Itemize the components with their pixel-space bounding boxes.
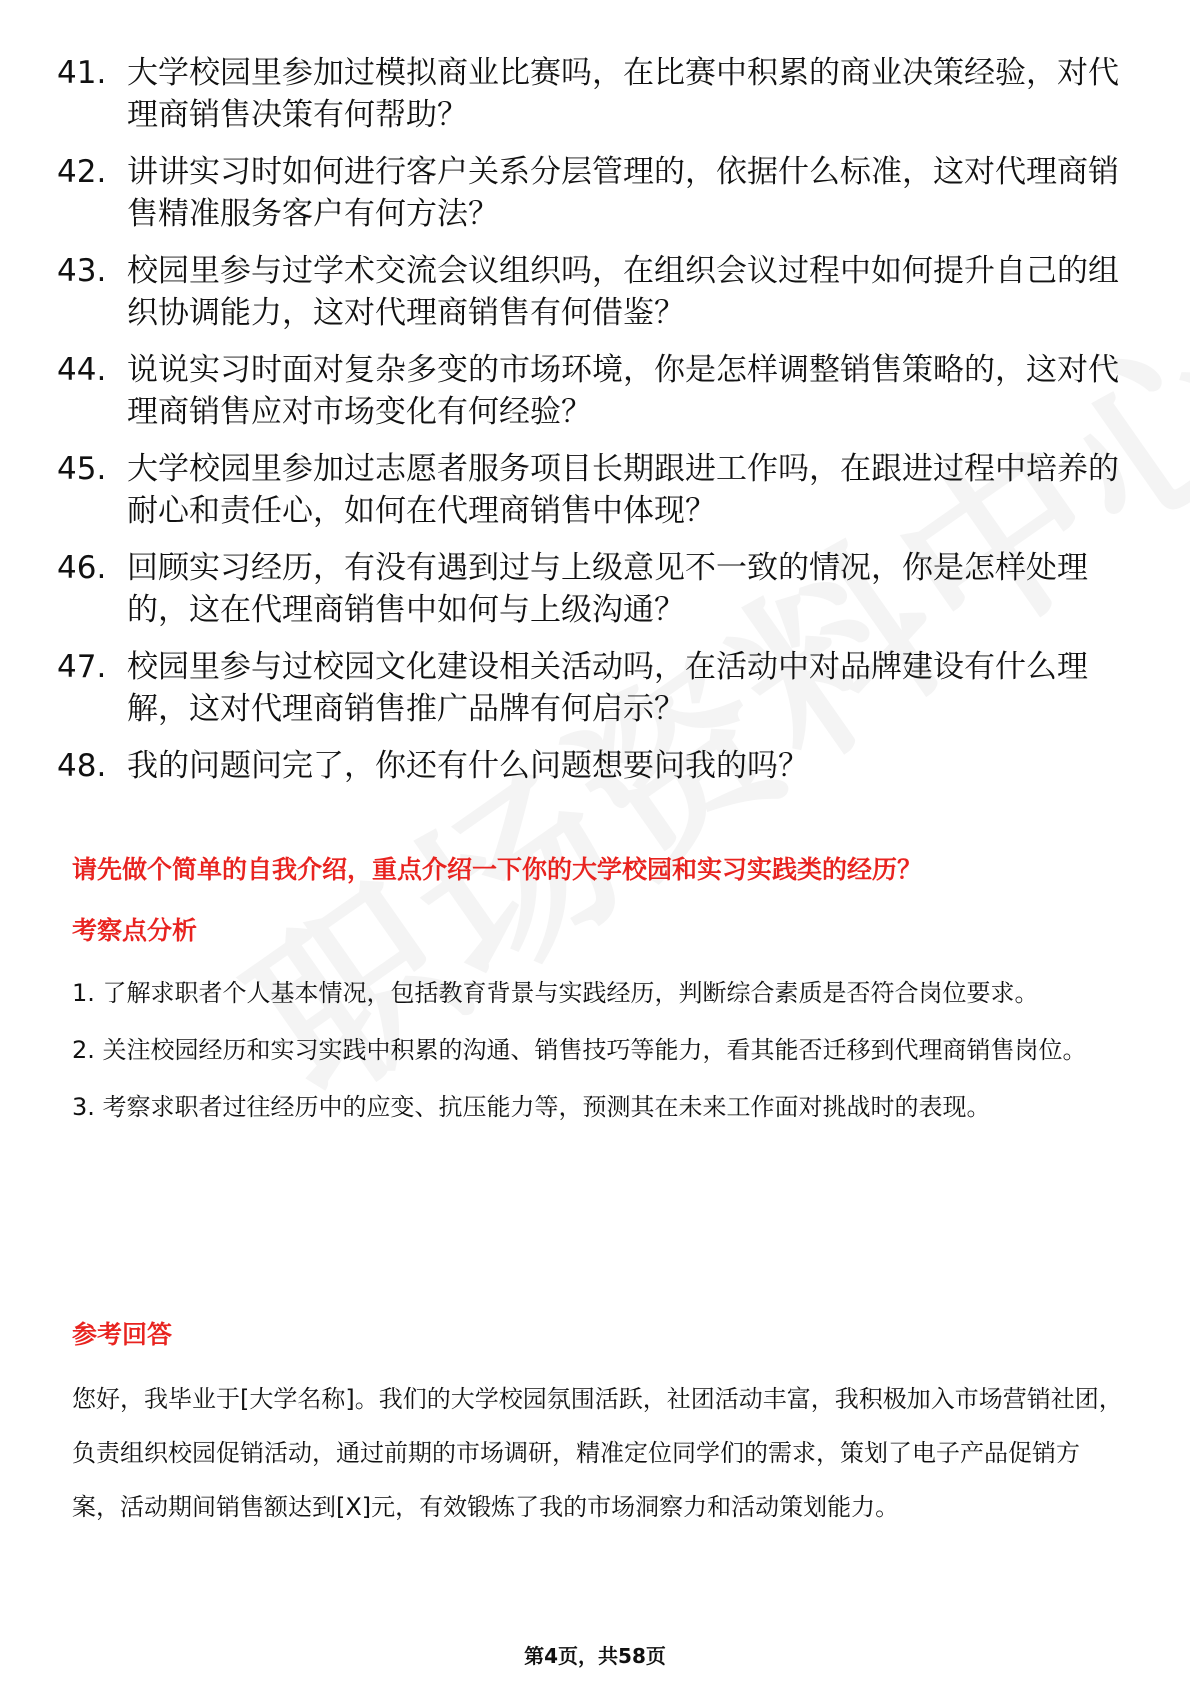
question-text: 大学校园里参加过模拟商业比赛吗，在比赛中积累的商业决策经验，对代理商销售决策有何帮助？ (127, 55, 1119, 133)
question-number: 42. (57, 154, 107, 190)
question-text: 我的问题问完了，你还有什么问题想要问我的吗？ (127, 748, 809, 784)
question-item (57, 646, 1137, 730)
analysis-point: 1. 了解求职者个人基本情况，包括教育背景与实践经历，判断综合素质是否符合岗位要求。 (72, 979, 1039, 1007)
question-list (57, 52, 1137, 802)
question-text: 校园里参与过校园文化建设相关活动吗，在活动中对品牌建设有什么理解，这对代理商销售推广品牌有何启示？ (127, 649, 1088, 727)
question-item (57, 151, 1137, 235)
question-number: 43. (57, 253, 107, 289)
question-item (57, 52, 1137, 136)
question-number: 44. (57, 352, 107, 388)
question-text: 大学校园里参加过志愿者服务项目长期跟进工作吗，在跟进过程中培养的耐心和责任心，如何在代理商销售中体现？ (127, 451, 1119, 529)
question-number: 46. (57, 550, 107, 586)
question-number: 45. (57, 451, 107, 487)
featured-question: 请先做个简单的自我介绍，重点介绍一下你的大学校园和实习实践类的经历？ (72, 855, 923, 884)
question-text: 回顾实习经历，有没有遇到过与上级意见不一致的情况，你是怎样处理的，这在代理商销售中如何与上级沟通？ (127, 550, 1088, 628)
question-text: 说说实习时面对复杂多变的市场环境，你是怎样调整销售策略的，这对代理商销售应对市场变化有何经验？ (127, 352, 1119, 430)
reference-answer: 您好，我毕业于[大学名称]。我们的大学校园氛围活跃，社团活动丰富，我积极加入市场营销社团，负责组织校园促销活动，通过前期的市场调研，精准定位同学们的需求，策划了电子产品促销方案，活动期间销售额达到[X]元，有效锻炼了我的市场洞察力和活动策划能力。 (72, 1385, 1123, 1521)
page-number: 第4页，共58页 (524, 1644, 666, 1668)
analysis-heading: 考察点分析 (72, 916, 198, 945)
reference-heading: 参考回答 (72, 1320, 173, 1349)
question-item (57, 745, 1137, 787)
question-item (57, 349, 1137, 433)
question-item (57, 448, 1137, 532)
question-text: 校园里参与过学术交流会议组织吗，在组织会议过程中如何提升自己的组织协调能力，这对代理商销售有何借鉴？ (127, 253, 1119, 331)
analysis-point: 3. 考察求职者过往经历中的应变、抗压能力等，预测其在未来工作面对挑战时的表现。 (72, 1093, 991, 1121)
analysis-point: 2. 关注校园经历和实习实践中积累的沟通、销售技巧等能力，看其能否迁移到代理商销售岗位。 (72, 1036, 1087, 1064)
question-text: 讲讲实习时如何进行客户关系分层管理的，依据什么标准，这对代理商销售精准服务客户有何方法？ (127, 154, 1119, 232)
question-number: 41. (57, 55, 107, 91)
question-item (57, 547, 1137, 631)
question-number: 47. (57, 649, 107, 685)
analysis-points (72, 968, 1127, 1139)
question-item (57, 250, 1137, 334)
question-number: 48. (57, 748, 107, 784)
